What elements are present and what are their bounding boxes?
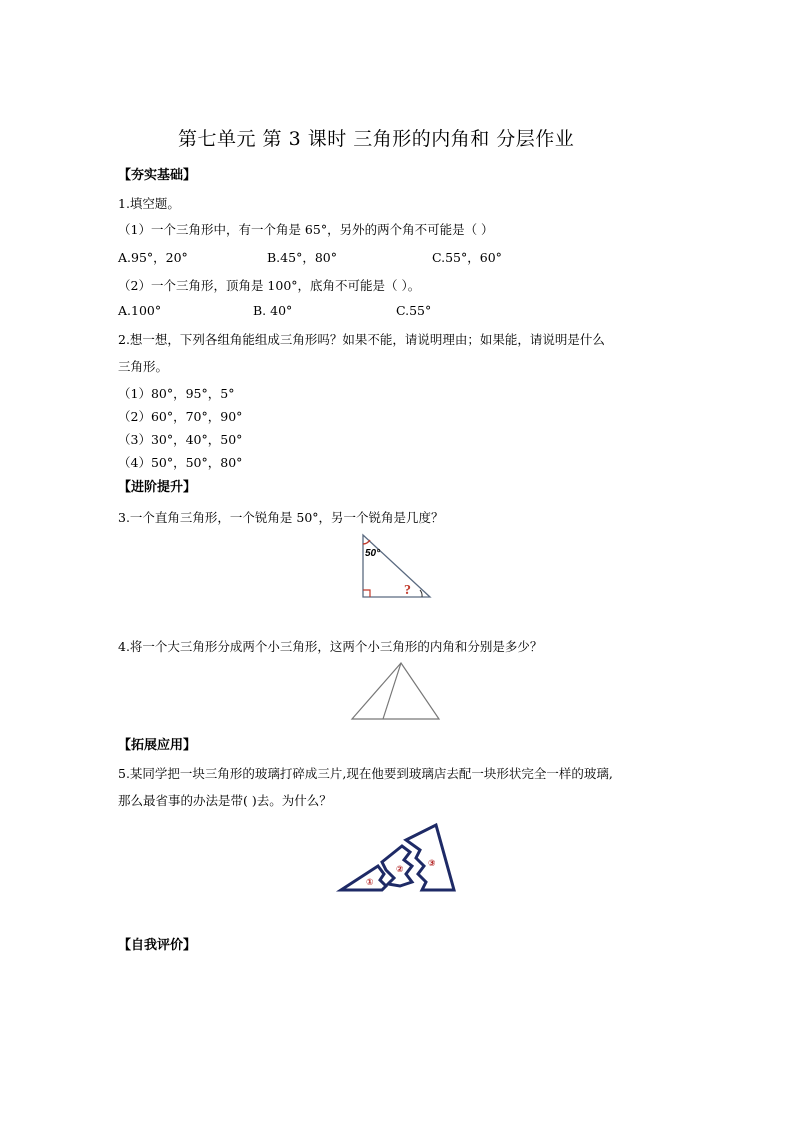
q4-divided-triangle-figure <box>350 660 442 722</box>
page-title: 第七单元 第 3 课时 三角形的内角和 分层作业 <box>178 128 575 150</box>
q5-stem-line1: 5.某同学把一块三角形的玻璃打碎成三片,现在他要到玻璃店去配一块形状完全一样的玻璃, <box>118 766 613 781</box>
q3-triangle-outline <box>363 535 430 597</box>
q2-item-4: （4）50°，50°，80° <box>118 455 243 470</box>
q1-sub1-option-a: A.95°，20° <box>118 250 188 265</box>
q1-sub2-option-c: C.55° <box>396 303 432 318</box>
q2-item-3: （3）30°，40°，50° <box>118 432 243 447</box>
q3-angle-arc-unknown <box>420 590 422 597</box>
q1-sub1-option-b: B.45°，80° <box>267 250 337 265</box>
q4-stem: 4.将一个大三角形分成两个小三角形，这两个小三角形的内角和分别是多少？ <box>118 639 543 654</box>
q3-angle-label-50: 50° <box>365 548 381 559</box>
q1-sub2-option-b: B. 40° <box>253 303 293 318</box>
q3-angle-arc-50 <box>363 540 370 544</box>
q1-sub1: （1）一个三角形中，有一个角是 65°，另外的两个角不可能是（ ） <box>118 222 494 237</box>
section-basic-heading: 【夯实基础】 <box>118 168 197 183</box>
q5-piece-label-3: ③ <box>428 859 436 869</box>
q4-big-triangle <box>352 663 439 719</box>
section-self-eval-heading: 【自我评价】 <box>118 938 197 953</box>
section-advanced-heading: 【进阶提升】 <box>118 480 197 495</box>
q1-sub2: （2）一个三角形，顶角是 100°，底角不可能是（ ）。 <box>118 278 421 293</box>
q5-stem-line2: 那么最省事的办法是带( )去。为什么？ <box>118 793 332 808</box>
q5-piece-label-1: ① <box>366 878 374 888</box>
q1-stem: 1.填空题。 <box>118 196 180 211</box>
q1-sub1-option-c: C.55°，60° <box>432 250 502 265</box>
q5-glass-piece-3 <box>406 825 454 890</box>
q5-piece-label-2: ② <box>396 865 404 875</box>
q2-item-1: （1）80°，95°，5° <box>118 386 235 401</box>
q4-dividing-line <box>383 663 401 719</box>
q1-sub2-option-a: A.100° <box>118 303 162 318</box>
section-extension-heading: 【拓展应用】 <box>118 738 197 753</box>
q3-unknown-angle-label: ? <box>404 583 411 598</box>
q5-glass-piece-1 <box>341 866 386 890</box>
q2-stem-line2: 三角形。 <box>118 359 169 374</box>
q3-stem: 3.一个直角三角形，一个锐角是 50°，另一个锐角是几度？ <box>118 510 444 525</box>
q3-right-angle-mark <box>363 590 370 597</box>
q3-right-triangle-figure <box>358 530 438 602</box>
q2-stem-line1: 2.想一想，下列各组角能组成三角形吗？如果不能，请说明理由；如果能，请说明是什么 <box>118 332 605 347</box>
q5-broken-glass-figure <box>338 822 458 894</box>
q2-item-2: （2）60°，70°，90° <box>118 409 243 424</box>
